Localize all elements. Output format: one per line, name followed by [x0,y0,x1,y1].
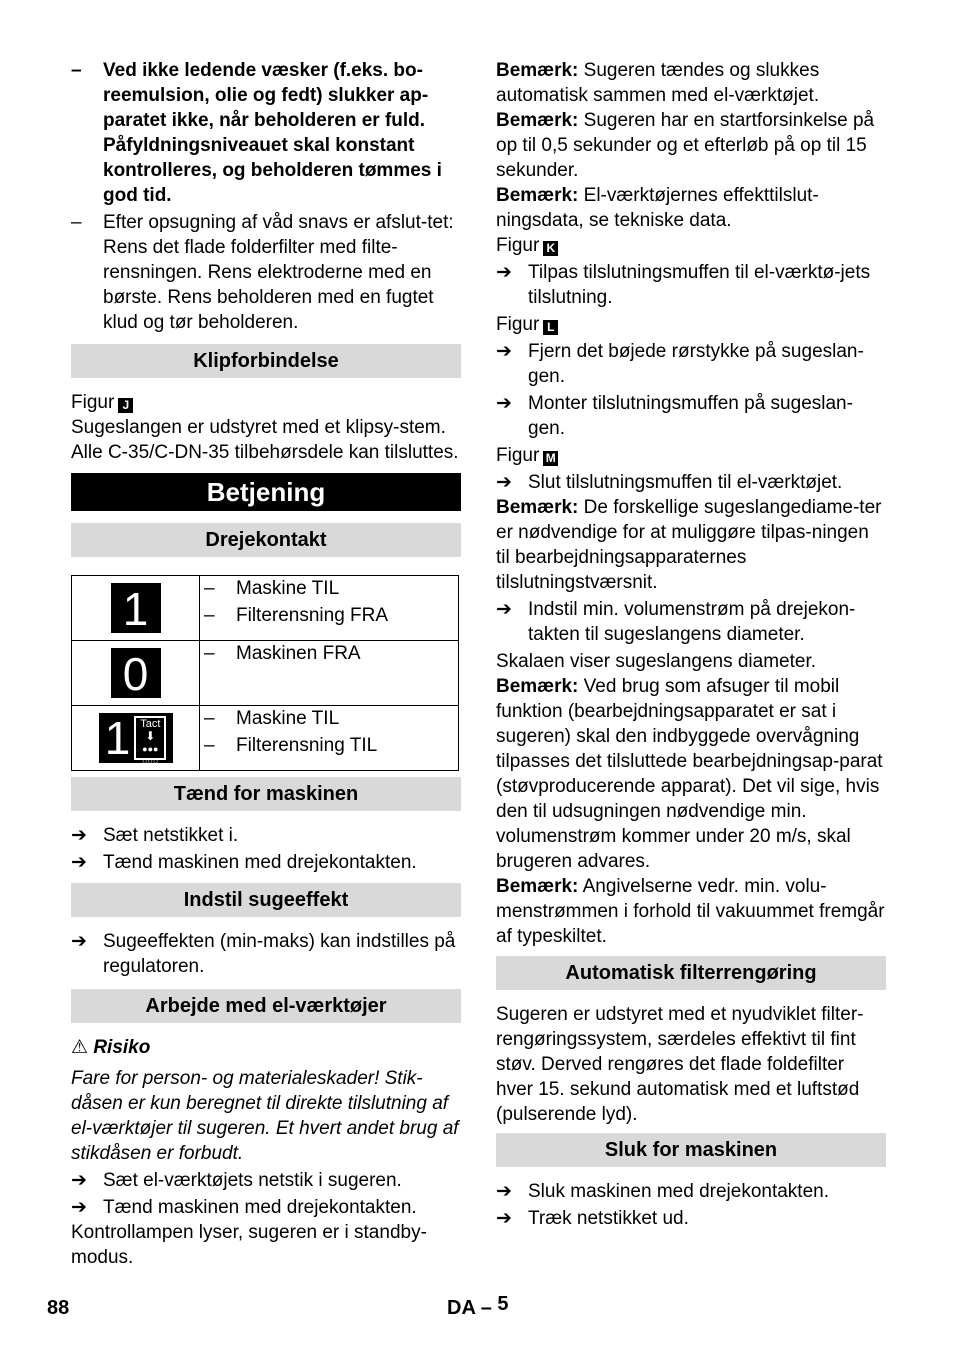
step-item [71,1168,461,1193]
list-item: – Maskine TIL [204,576,454,601]
switch-symbol-cell [72,576,200,641]
down-arrow-icon: ⬇ [145,729,156,743]
step-text: Sugeeffekten (min-maks) kan indstilles på regulatoren. [103,931,456,977]
switch-symbol-cell [72,706,200,771]
figure-letter: K [543,241,558,256]
figure-letter: L [543,320,558,335]
section-heading-drejekontakt: Drejekontakt [71,523,461,557]
table-row [72,641,459,706]
note [496,58,886,108]
note-label: Bemærk: [496,497,579,518]
arrow-right-icon: ➔ [71,1197,87,1218]
figure-ref [496,443,886,468]
dots-icon: ●●● ○○○ [142,744,159,766]
figure-label: Figur [496,445,540,466]
switch-description-cell [200,641,459,706]
figure-ref [71,390,461,415]
step-text: Sæt netstikket i. [103,825,239,846]
figure-label: Figur [496,314,540,335]
tact-label: Tact [140,718,161,730]
note [496,495,886,595]
step-item [496,470,886,495]
note-text: El-værktøjernes effekttilslut-ningsdata, se tekniske data. [496,185,819,231]
step-text: Træk netstikket ud. [528,1208,689,1229]
figure-ref [496,312,886,337]
list-item: – Ved ikke ledende væsker (f.eks. bo-reemulsion, olie og fedt) slukker ap-paratet ikke, når beholderen er fuld. Påfyldningsniveauet skal konstant kontrolleres, og beholderen tømmes i god tid. [71,58,457,208]
note-text: Ved brug som afsuger til mobil funktion (bearbejdningsapparatet er sat i sugeren) skal den indbyggede overvågning tilpasses det tilsluttede bearbejdningsap-parat (støvproducerende apparat). Det vil sige, hvis den til udsugningen nødvendige min. volumenstrøm kommer under 20 m/s, skal brugeren advares. [496,676,883,872]
warning-triangle-icon: ⚠ [71,1037,89,1058]
note-label: Bemærk: [496,110,579,131]
step-text: Fjern det bøjede rørstykke på sugeslan-gen. [528,341,864,387]
note [496,108,886,183]
body-text: Kontrollampen lyser, sugeren er i standby-modus. [71,1222,427,1268]
figure-letter: J [118,398,133,413]
step-text: Tilpas tilslutningsmuffen til el-værktø-jets tilslutning. [528,262,871,308]
section-heading-sluk: Sluk for maskinen [496,1133,886,1167]
switch-symbol-cell [72,641,200,706]
chapter-heading-betjening: Betjening [71,473,461,511]
step-item [71,850,461,875]
note-text: Sugeren har en startforsinkelse på op til 0,5 sekunder og et efterløb på op til 15 sekunder. [496,110,875,181]
arrow-right-icon: ➔ [71,825,87,846]
arrow-right-icon: ➔ [71,1170,87,1191]
list-item: – Maskinen FRA [204,641,454,666]
tact-box [134,716,166,766]
switch-table [71,575,459,771]
note-text: De forskellige sugeslangediame-ter er nødvendige for at muliggøre tilpas-ningen til bearbejdningsapparaternes tilslutningstværsnit. [496,497,882,593]
section-heading-auto-filter: Automatisk filterrengøring [496,956,886,990]
note-label: Bemærk: [496,676,579,697]
list-item: – Filterensning TIL [204,733,454,758]
arrow-right-icon: ➔ [496,1181,512,1202]
step-item [496,260,886,310]
table-row [72,576,459,641]
step-text: Tænd maskinen med drejekontakten. [103,1197,417,1218]
list-item: – Filterensning FRA [204,603,454,628]
step-text: Monter tilslutningsmuffen på sugeslan-gen. [528,393,853,439]
step-item [71,929,461,979]
language-code: DA [447,1297,476,1319]
list-item: – Efter opsugning af våd snavs er afslut-tet: Rens det flade folderfilter med filte-rensningen. Rens elektroderne med en børste. Rens beholderen med en fugtet klud og tør beholderen. [71,210,457,335]
note-label: Bemærk: [496,185,579,206]
arrow-right-icon: ➔ [496,599,512,620]
note [496,183,886,233]
section-heading-klipforbindelse: Klipforbindelse [71,344,461,378]
figure-ref [496,233,886,258]
note-label: Bemærk: [496,876,579,897]
note-text: Sugeren tændes og slukkes automatisk sammen med el-værktøjet. [496,60,820,106]
arrow-right-icon: ➔ [496,1208,512,1229]
switch-description-cell [200,576,459,641]
step-text: Slut tilslutningsmuffen til el-værktøjet. [528,472,843,493]
section-heading-indstil: Indstil sugeeffekt [71,883,461,917]
switch-description-cell [200,706,459,771]
list-item: – Maskine TIL [204,706,454,731]
section-heading-arbejde: Arbejde med el-værktøjer [71,989,461,1023]
risk-text: Fare for person- og materialeskader! Stik-dåsen er kun beregnet til direkte tilslutning af el-værktøjer til sugeren. Et hvert andet brug af stikdåsen er forbudt. [71,1068,459,1164]
step-item [496,1206,886,1231]
note [496,674,886,874]
step-item [496,597,886,647]
table-row [72,706,459,771]
left-column [71,58,461,1270]
risk-label: Risiko [93,1037,151,1058]
arrow-right-icon: ➔ [496,472,512,493]
switch-symbol-tact-icon [99,712,173,766]
section-page [447,1293,509,1321]
page-number: 88 [47,1297,70,1319]
figure-letter: M [543,451,558,466]
step-text: Tænd maskinen med drejekontakten. [103,852,417,873]
page-dash: – [480,1297,492,1319]
right-column [496,58,886,1231]
step-text: Sluk maskinen med drejekontakten. [528,1181,829,1202]
step-item [71,823,461,848]
arrow-right-icon: ➔ [496,262,512,283]
body-text: Sugeren er udstyret med et nyudviklet filter-rengøringssystem, særdeles effektivt til fint støv. Derved rengøres det flade foldefilter hver 15. sekund automatisk med et luftstød (pulserende lyd). [496,1004,864,1125]
arrow-right-icon: ➔ [496,393,512,414]
switch-symbol-1-icon: 1 [111,583,161,633]
note-label: Bemærk: [496,60,579,81]
step-text: Indstil min. volumenstrøm på drejekon-takten til sugeslangens diameter. [528,599,856,645]
switch-symbol-number: 1 [104,712,131,764]
step-item [496,391,886,441]
section-page-number: 5 [497,1293,509,1315]
arrow-right-icon: ➔ [71,931,87,952]
switch-symbol-0-icon: 0 [111,648,161,698]
body-text: Sugeslangen er udstyret med et klipsy-stem. Alle C-35/C-DN-35 tilbehørsdele kan tilsluttes. [71,417,459,463]
section-heading-taend: Tænd for maskinen [71,777,461,811]
figure-label: Figur [71,392,115,413]
arrow-right-icon: ➔ [71,852,87,873]
note [496,874,886,949]
step-text: Sæt el-værktøjets netstik i sugeren. [103,1170,402,1191]
step-item [496,339,886,389]
arrow-right-icon: ➔ [496,341,512,362]
note-text: Angivelserne vedr. min. volu-menstrømmen i forhold til vakuummet fremgår af typeskiltet. [496,876,885,947]
figure-label: Figur [496,235,540,256]
risk-heading [71,1035,461,1060]
step-item [71,1195,461,1220]
step-item [496,1179,886,1204]
body-text: Skalaen viser sugeslangens diameter. [496,651,817,672]
